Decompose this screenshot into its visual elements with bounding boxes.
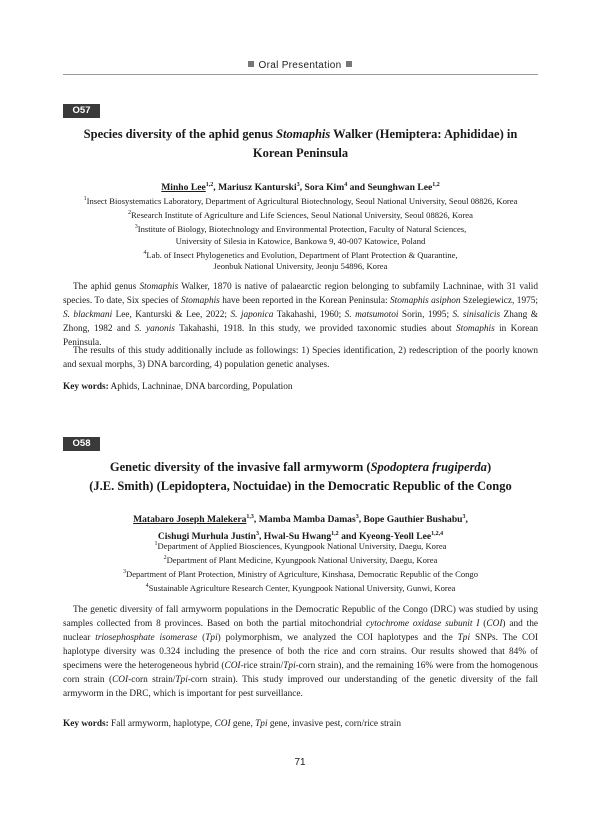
presenting-author: Matabaro Joseph Malekera [133,514,247,526]
author-name: Sora Kim [304,182,345,194]
affiliation: $^2$Research Institute of Agriculture and Life Sciences, Seoul National University, Seoul 08826, Korea [128,209,473,220]
author-name: Mariusz Kanturski [218,182,297,194]
affiliation: $^4$Lab. of Insect Phylogenetics and Evolution, Department of Plant Protection & Quarantine, [143,249,458,260]
keywords-value: Fall armyworm, haplotype, COI gene, Tpi gene, invasive pest, corn/rice strain [111,719,402,729]
author-line: Matabaro Joseph Malekera$^{1,3}$, Mamba Mamba Damas$^3$, Bope Gauthier Bushabu$^3$, [133,514,468,526]
title-line-2: Korean Peninsula [252,146,349,160]
title-line-1: Species diversity of the aphid genus Stomaphis Walker (Hemiptera: Aphididae) in [83,127,518,141]
section-label: Oral Presentation [258,60,342,71]
affiliation-list [63,193,538,272]
affiliation-marker: 4 [344,182,348,188]
header-divider [63,74,538,75]
affiliation-list [63,538,538,593]
author-line: Cishugi Murhula Justin$^3$, Hwal-Su Hwang$^{1,2}$ and Kyeong-Yeoll Lee$^{1,2,4}$ [157,531,444,543]
author-name: Hwal-Su Hwang [263,531,332,543]
affiliation: $^3$Department of Plant Protection, Ministry of Agriculture, Kinshasa, Democratic Republic of the Congo [122,568,479,579]
abstract-id-badge: O57 [63,104,100,118]
title-line-2: (J.E. Smith) (Lepidoptera, Noctuidae) in the Democratic Republic of the Congo [89,479,512,493]
affiliation-marker: 3 [255,531,259,538]
affiliation: $^3$Institute of Biology, Biotechnology and Environmental Protection, Faculty of Natural Sciences, [134,223,467,234]
keywords-label: Key words: [63,719,109,729]
presenting-author: Minho Lee [161,182,206,194]
abstract-body: The results of this study additionally include as followings: 1) Species identification, 2) redescription of the poorly known and sexual morphs, 3) DNA barcording, 4) population genetic analyses. [63,346,538,370]
affiliation: $^1$Insect Biosystematics Laboratory, Department of Agricultural Biotechnology, Seoul National University, Seoul 08826, Korea [83,195,518,206]
author-name: Kyeong-Yeoll Lee [358,531,432,543]
affiliation: $^2$Department of Plant Medicine, Kyungpook National University, Daegu, Korea [163,554,438,565]
abstract-title [63,125,538,163]
affiliation-marker: 1,2 [331,531,339,538]
keywords-label: Key words: [63,382,109,392]
square-bullet-icon [248,61,254,67]
keywords-value: Aphids, Lachninae, DNA barcording, Population [110,382,293,392]
author-name: Mamba Mamba Damas [258,514,356,526]
abstract-body: The genetic diversity of fall armyworm populations in the Democratic Republic of the Congo (DRC) was studied by using samples collected from 8 provinces. Based on both the partial mitochondrial cytochrome oxidase subunit I (COI) and the nuclear triosephosphate isomerase (Tpi) polymorphism, we analyzed the COI haplotypes and the Tpi SNPs. The COI haplotype diversity was 0.324 including the presence of both the rice and corn strains. Our results showed that 84% of specimens were the heterogeneous hybrid (COI-rice strain/Tpi-corn strain), and the remaining 16% were from the homogenous corn strain (COI-corn strain/Tpi-corn strain). This study improved our understanding of the genetic diversity of the fall armyworm in the DRC, which is important for pest surveillance. [63,605,539,699]
square-bullet-icon [346,61,352,67]
abstract-id-badge: O58 [63,437,100,451]
affiliation: University of Silesia in Katowice, Bankowa 9, 40-007 Katowice, Poland [175,235,426,246]
abstract-body: The aphid genus Stomaphis Walker, 1870 is native of palaearctic region belonging to subfamily Lachninae, with 31 valid species. To date, Six species of Stomaphis have been reported in the Korean Peninsula: Stomaphis asiphon Szelegiewicz, 1975; S. blackmani Lee, Kanturski & Lee, 2022; S. japonica Takahashi, 1960; S. matsumotoi Sorin, 1995; S. sinisalicis Zhang & Zhong, 1982 and S. yanonis Takahashi, 1918. In this study, we provided taxonomic studies about Stomaphis in Korean Peninsula. [63,282,539,348]
author-name: Cishugi Murhula Justin [157,531,256,543]
page-number: 71 [294,757,306,768]
affiliation-marker: 1,3 [246,514,254,520]
affiliation-marker: 3 [296,182,300,188]
author-name: Seunghwan Lee [367,182,433,194]
affiliation-marker: 1,2,4 [431,531,444,538]
affiliation-marker: 1,2 [205,182,214,188]
affiliation: $^1$Department of Applied Biosciences, Kyungpook National University, Daegu, Korea [154,540,447,551]
keywords [63,380,538,394]
title-line-1: Genetic diversity of the invasive fall armyworm (Spodoptera frugiperda) [109,460,492,474]
author-name: Bope Gauthier Bushabu [363,514,463,526]
keywords [63,717,538,731]
affiliation-marker: 3 [355,514,359,520]
affiliation: Jeonbuk National University, Jeonju 54896, Korea [213,261,388,272]
affiliation-marker: 1,2 [432,182,440,188]
abstract-title [63,458,538,496]
author-list: Minho Lee$^{1,2}$, Mariusz Kanturski$^3$, Sora Kim$^4$ and Seunghwan Lee$^{1,2}$ [161,182,440,194]
affiliation-marker: 3 [462,514,466,520]
running-header [0,60,600,71]
affiliation: $^4$Sustainable Agriculture Research Center, Kyungpook National University, Gunwi, Korea [145,582,456,593]
